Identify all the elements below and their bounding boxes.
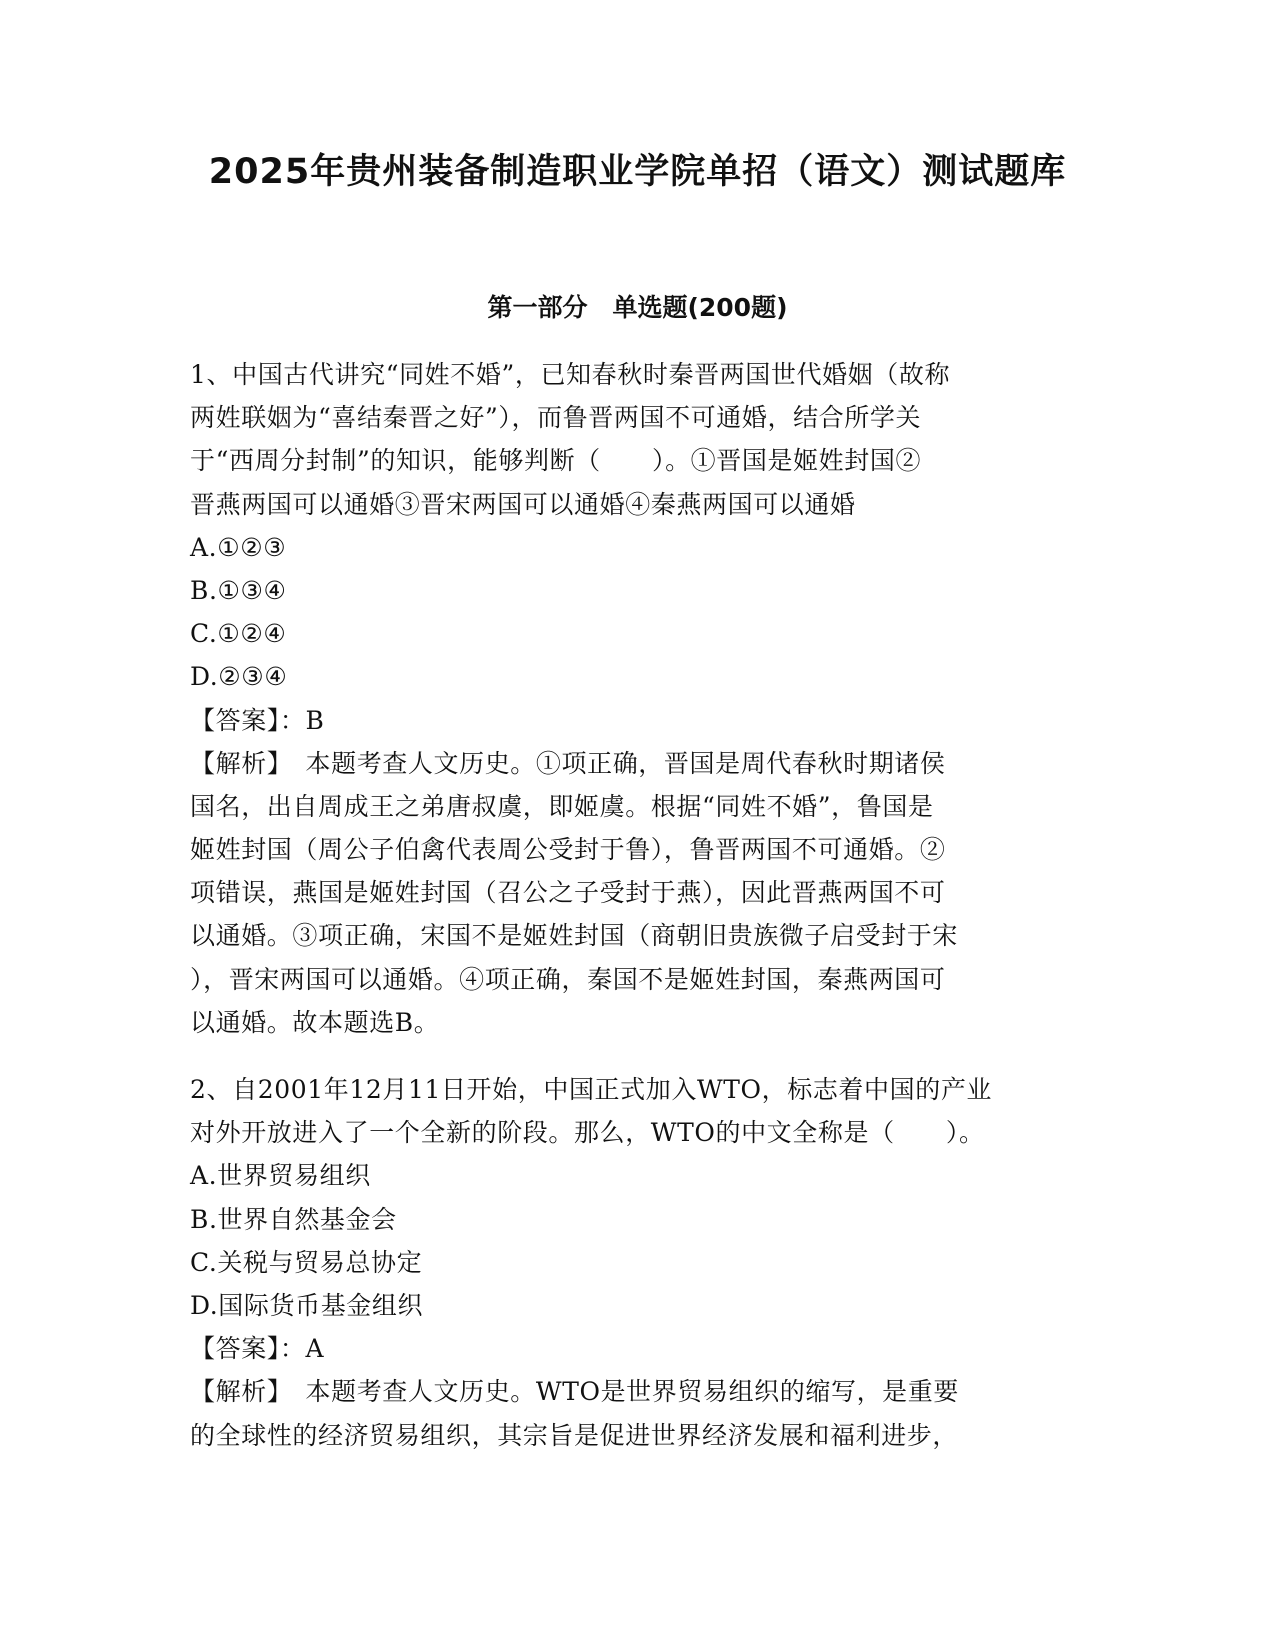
analysis-line: 以通婚。故本题选B。 xyxy=(190,1007,440,1037)
question-list xyxy=(190,353,1080,1457)
option-d: D.国际货币基金组织 xyxy=(190,1290,424,1320)
question-stem-line: 2、自2001年12月11日开始，中国正式加入WTO，标志着中国的产业 xyxy=(190,1075,993,1104)
option-b: B.①③④ xyxy=(190,575,287,605)
analysis-line: 项错误，燕国是姬姓封国（召公之子受封于燕），因此晋燕两国不可 xyxy=(190,878,946,908)
question-stem-line: 晋燕两国可以通婚③晋宋两国可以通婚④秦燕两国可以通婚 xyxy=(190,489,856,519)
analysis-line: 【解析】 本题考查人文历史。①项正确，晋国是周代春秋时期诸侯 xyxy=(190,748,946,778)
question-stem-line: 对外开放进入了一个全新的阶段。那么，WTO的中文全称是（ ）。 xyxy=(190,1118,985,1148)
option-c: C.关税与贸易总协定 xyxy=(190,1247,423,1277)
option-a: A.世界贸易组织 xyxy=(190,1161,371,1191)
section-heading: 第一部分 单选题(200题) xyxy=(487,293,788,322)
option-c: C.①②④ xyxy=(190,619,287,649)
analysis-line: 的全球性的经济贸易组织，其宗旨是促进世界经济发展和福利进步， xyxy=(190,1420,959,1450)
question-stem-line: 1、中国古代讲究“同姓不婚”，已知春秋时秦晋两国世代婚姻（故称 xyxy=(190,360,951,389)
question-block xyxy=(190,1068,1080,1457)
analysis-line: 以通婚。③项正确，宋国不是姬姓封国（商朝旧贵族微子启受封于宋 xyxy=(190,921,959,951)
option-a: A.①②③ xyxy=(190,532,287,562)
question-spacer xyxy=(190,1044,1080,1068)
analysis-line: ），晋宋两国可以通婚。④项正确，秦国不是姬姓封国，秦燕两国可 xyxy=(190,964,946,994)
document-title: 2025年贵州装备制造职业学院单招（语文）测试题库 xyxy=(208,152,1067,192)
option-b: B.世界自然基金会 xyxy=(190,1204,397,1234)
answer-line: 【答案】：B xyxy=(190,705,325,735)
answer-line: 【答案】：A xyxy=(190,1334,325,1364)
question-stem-line: 于“西周分封制”的知识，能够判断（ ）。①晋国是姬姓封国② xyxy=(190,446,922,476)
option-d: D.②③④ xyxy=(190,662,288,692)
analysis-line: 姬姓封国（周公子伯禽代表周公受封于鲁），鲁晋两国不可通婚。② xyxy=(190,835,946,865)
analysis-line: 【解析】 本题考查人文历史。WTO是世界贸易组织的缩写，是重要 xyxy=(190,1377,959,1407)
analysis-line: 国名，出自周成王之弟唐叔虞，即姬虞。根据“同姓不婚”，鲁国是 xyxy=(190,791,934,821)
question-block xyxy=(190,353,1080,1044)
question-stem-line: 两姓联姻为“喜结秦晋之好”），而鲁晋两国不可通婚，结合所学关 xyxy=(190,403,922,433)
